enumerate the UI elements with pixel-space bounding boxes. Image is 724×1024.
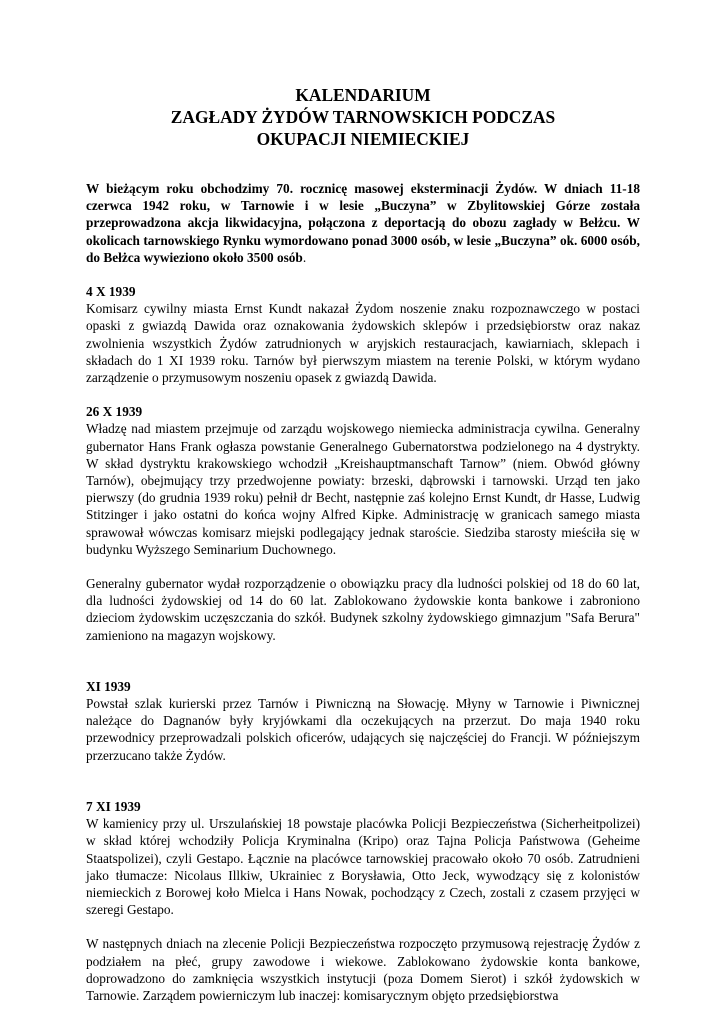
entry-paragraph: Generalny gubernator wydał rozporządzenie o obowiązku pracy dla ludności polskiej od 18 do 60 lat, dla ludności żydowskiej od 14 do 60 lat. Zablokowano żydowskie konta bankowe i zabroniono dzieciom żydowskim uczęszczania do szkół. Budynek szkolny żydowskiego gimnazjum "Safa Berura" zamieniono na magazyn wojskowy. <box>86 576 640 643</box>
entry-paragraph: W następnych dniach na zlecenie Policji Bezpieczeństwa rozpoczęto przymusową rejestrację Żydów z podziałem na płeć, grupy zawodowe i wiekowe. Zablokowano żydowskie konta bankowe, doprowadzono do zamknięcia wszystkich instytucji (poza Domem Sierot) i szkół żydowskich w Tarnowie. Zarządem powierniczym lub inaczej: komisarycznym objęto przedsiębiorstwa <box>86 936 640 1003</box>
entry-7-xi-1939 <box>86 798 640 1004</box>
intro-text: W bieżącym roku obchodzimy 70. rocznicę masowej eksterminacji Żydów. W dniach 11-18 czerwca 1942 roku, w Tarnowie i w lesie „Buczyna” w Zbylitowskiej Górze została przeprowadzona akcja likwidacyjna, połączona z deportacją do obozu zagłady w Bełżcu. W okolicach tarnowskiego Rynku wymordowano ponad 3000 osób, w lesie „Buczyna” ok. 6000 osób, do Bełżca wywieziono około 3500 osób <box>86 181 640 265</box>
entry-paragraph: Powstał szlak kurierski przez Tarnów i Piwniczną na Słowację. Młyny w Tarnowie i Piwnicznej należące do Dagnanów były kryjówkami dla oczekujących na przerzut. Do maja 1940 roku przewodnicy przeprowadzali polskich oficerów, udających się najczęściej do Francji. W późniejszym przerzucano także Żydów. <box>86 696 640 763</box>
entry-xi-1939 <box>86 678 640 764</box>
document-page <box>86 84 640 1021</box>
entry-4-x-1939 <box>86 283 640 386</box>
entry-date: 4 X 1939 <box>86 284 136 300</box>
entry-date: XI 1939 <box>86 678 131 694</box>
entry-26-x-1939 <box>86 403 640 644</box>
title-line-3: OKUPACJI NIEMIECKIEJ <box>256 129 470 149</box>
entry-date: 26 X 1939 <box>86 404 143 420</box>
document-title <box>86 84 640 150</box>
title-line-1: KALENDARIUM <box>295 85 431 105</box>
intro-period: . <box>302 249 307 265</box>
entry-paragraph: Komisarz cywilny miasta Ernst Kundt nakazał Żydom noszenie znaku rozpoznawczego w postaci opaski z gwiazdą Dawida oraz oznakowania żydowskich sklepów i przedsiębiorstw oraz nakaz zwolnienia wszystkich Żydów zatrudnionych w aryjskich restauracjach, kawiarniach, sklepach i składach do 1 XI 1939 roku. Tarnów był pierwszym miastem na terenie Polski, w którym wydano zarządzenie o przymusowym noszeniu opasek z gwiazdą Dawida. <box>86 301 640 386</box>
entry-paragraph: Władzę nad miastem przejmuje od zarządu wojskowego niemiecka administracja cywilna. Generalny gubernator Hans Frank ogłasza powstanie Generalnego Gubernatorstwa podzielonego na 4 dystrykty. W skład dystryktu krakowskiego wchodził „Kreishauptmanschaft Tarnow” (niem. Obwód główny Tarnów), obejmujący trzy przedwojenne powiaty: brzeski, dąbrowski i tarnowski. Urząd ten jako pierwszy (do grudnia 1939 roku) pełnił dr Becht, następnie zaś kolejno Ernst Kundt, dr Hasse, Ludwig Stitzinger i jako ostatni do końca wojny Alfred Kipke. Administrację w granicach samego miasta sprawował wówczas komisarz miejski podlegający jednak staroście. Siedziba starosty mieściła się w budynku Wyższego Seminarium Duchownego. <box>86 421 640 557</box>
title-line-2: ZAGŁADY ŻYDÓW TARNOWSKICH PODCZAS <box>170 107 556 127</box>
intro-paragraph <box>86 180 640 266</box>
entry-date: 7 XI 1939 <box>86 798 141 814</box>
entry-paragraph: W kamienicy przy ul. Urszulańskiej 18 powstaje placówka Policji Bezpieczeństwa (Sicherheitpolizei) w skład której wchodziły Policja Kryminalna (Kripo) oraz Tajna Policja Państwowa (Geheime Staatspolizei), czyli Gestapo. Łącznie na placówce tarnowskiej pracowało około 70 osób. Zatrudnieni jako tłumacze: Nicolaus Illkiw, Ukrainiec z Borysławia, Otto Jeck, wywodzący się z kolonistów niemieckich z Borowej koło Mielca i Hans Nowak, pochodzący z Czech, zostali z czasem przyjęci w szeregi Gestapo. <box>86 816 640 918</box>
